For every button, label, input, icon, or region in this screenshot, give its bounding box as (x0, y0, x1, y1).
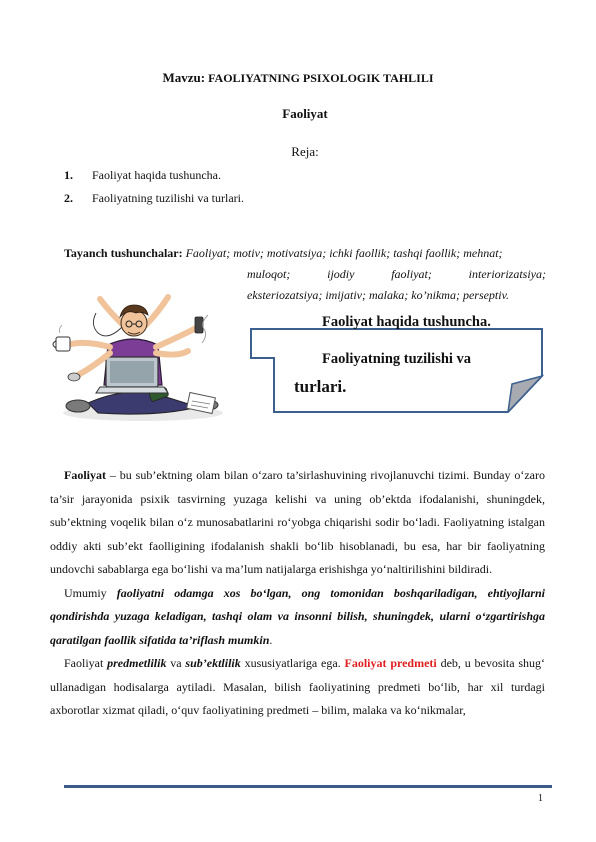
key-terms-label: Tayanch tushunchalar: (64, 246, 183, 260)
paragraph-3 (50, 652, 545, 723)
paragraph-3-c: va (166, 656, 186, 670)
multitasking-person-illustration (38, 285, 248, 425)
body-text (50, 464, 545, 723)
key-terms-line1: Faoliyat; motiv; motivatsiya; ichki faollik; tashqi faollik; mehnat; (185, 246, 503, 260)
paragraph-3-f: deb, u bevosita shug‘ ullanadigan hodisalarga aytiladi. Masalan, bilish faoliyatining predmeti bo‘lib, har xil turdagi axborotlar xizmat qiladi, o‘quv faoliyatining predmeti – bilim, malaka va ko‘nikmalar, (50, 656, 545, 717)
plan-title: Reja: (291, 144, 319, 159)
plan-item-text: Faoliyatning tuzilishi va turlari. (92, 191, 244, 205)
term-predmetlilik: predmetlilik (107, 656, 167, 670)
title-lead: Mavzu: (162, 70, 206, 85)
section-title: Faoliyat (282, 106, 328, 121)
plan-list (64, 164, 244, 210)
page-title (0, 70, 596, 86)
term-subektlilik: sub’ektlilik (185, 656, 241, 670)
paragraph-3-a: Faoliyat (64, 656, 108, 670)
key-terms-line2: muloqot; ijodiy faoliyat; interiorizatsiya; (247, 267, 546, 281)
callout-title-2: Faoliyatning tuzilishi va (322, 351, 472, 367)
callout-box (250, 328, 546, 413)
plan-item-text: Faoliyat haqida tushuncha. (92, 168, 221, 182)
paragraph-2 (50, 582, 545, 653)
title-topic: FAOLIYATNING PSIXOLOGIK TAHLILI (208, 71, 434, 85)
paragraph-1 (50, 464, 545, 582)
paragraph-2-start: Umumiy (64, 585, 117, 600)
page-number: 1 (538, 793, 543, 804)
key-terms-line3: eksteriozatsiya; imijativ; malaka; ko’nikma; perseptiv. (247, 288, 510, 302)
plan-item-number: 2. (64, 191, 73, 205)
term-faoliyat: Faoliyat (64, 468, 106, 482)
paragraph-3-e: xususiyatlariga ega. (240, 656, 345, 670)
paragraph-1-text: – bu sub’ektning olam bilan o‘zaro ta’sirlashuvining rivojlanuvchi tizimi. Bunday o‘zaro ta’sir jarayonida psixik tasvirning yuzaga kelishi va uning ob’ektda ifodalanishi, shuningdek, sub’ektning voqelik bilan o‘z munosabatlarini ro‘yobga chiqarishi sodir bo‘ladi. Faoliyatning istalgan oddiy akti sub’ekt faolligining ifodalanish shakli bo‘lib hisoblanadi, bu esa, har bir faoliyatning undovchi sabablarga ega bo‘lishi va ma’lum natijalarga erishishga yo‘naltirilishini bildiradi. (50, 468, 545, 576)
plan-item (64, 187, 244, 210)
plan-item-number: 1. (64, 168, 73, 182)
paragraph-2-end: . (269, 632, 273, 647)
term-faoliyat-predmeti: Faoliyat predmeti (344, 656, 437, 670)
callout-title-1: Faoliyat haqida tushuncha. (322, 314, 491, 330)
plan-item (64, 164, 244, 187)
callout-title-3: turlari. (294, 377, 347, 396)
footer-rule (64, 785, 552, 788)
paragraph-2-definition: faoliyatni odamga xos bo‘lgan, ong tomonidan boshqariladigan, ehtiyojlarni qondirishda yuzaga keladigan, tashqi olam va insonni bilish, shuningdek, ularni o‘zgartirishga qaratilgan faollik sifatida ta’riflash mumkin (50, 585, 545, 647)
